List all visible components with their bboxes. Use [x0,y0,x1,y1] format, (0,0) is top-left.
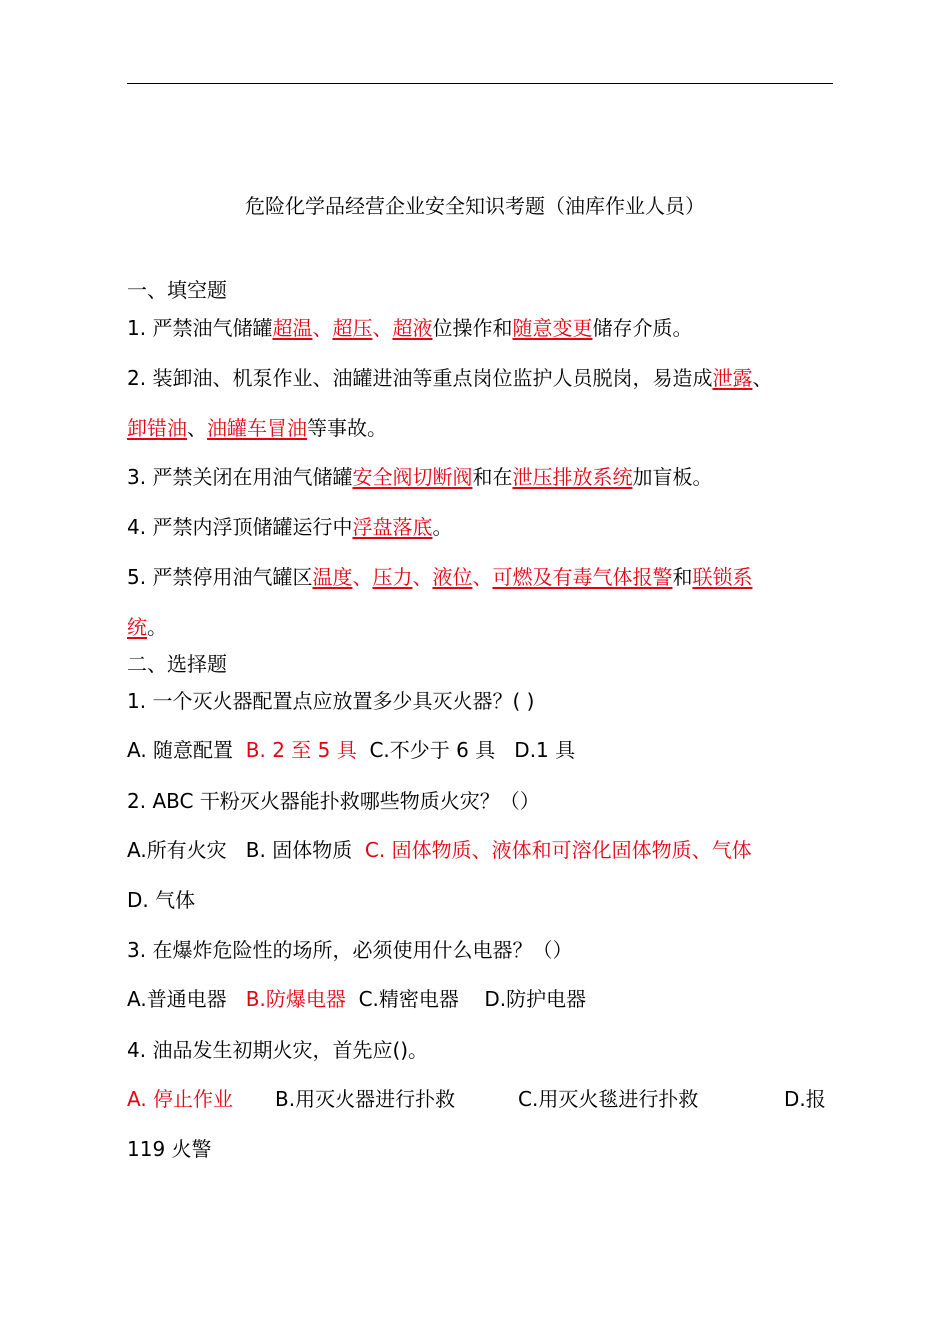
answer: 联锁系 [692,565,753,589]
answer: 泄露 [712,366,753,390]
option-c: C.精密电器 [358,987,459,1011]
answer: 安全阀切断阀 [352,465,473,489]
answer: 随意变更 [512,316,593,340]
header-rule [127,83,833,84]
page-title: 危险化学品经营企业安全知识考题（油库作业人员） [245,194,705,218]
fill-q2-cont: 卸错油、油罐车冒油等事故。 [127,416,387,440]
option-a-answer: A. 停止作业 [127,1087,234,1111]
section1-heading: 一、填空题 [127,278,227,302]
option-c-answer: C. 固体物质、液体和可溶化固体物质、气体 [364,838,752,862]
answer: 压力 [372,565,413,589]
option-b: B.用灭火器进行扑救 [275,1087,456,1111]
choice-q3-options [127,985,586,1013]
answer: 卸错油 [127,416,187,440]
answer: 泄压排放系统 [512,465,633,489]
choice-q2-options [127,836,752,864]
option-a: A.普通电器 [127,987,227,1011]
answer: 浮盘落底 [352,515,433,539]
answer: 超液 [392,316,433,340]
option-d: D.防护电器 [484,987,587,1011]
choice-q4: 4. 油品发生初期火灾，首先应()。 [127,1038,429,1062]
answer: 油罐车冒油 [207,416,307,440]
choice-q4-options [127,1085,833,1113]
option-a: A. 随意配置 [127,738,234,762]
answer: 可燃及有毒气体报警 [492,565,673,589]
fill-q3: 3. 严禁关闭在用油气储罐安全阀切断阀和在泄压排放系统加盲板。 [127,465,713,489]
fill-q5-cont: 统。 [127,615,167,639]
fill-q2: 2. 装卸油、机泵作业、油罐进油等重点岗位监护人员脱岗，易造成泄露、 [127,366,773,390]
option-b-answer: B. 2 至 5 具 [245,738,357,762]
option-d: D.1 具 [514,738,576,762]
choice-q3: 3. 在爆炸危险性的场所，必须使用什么电器？（） [127,938,573,962]
option-c: C.用灭火毯进行扑救 [518,1087,699,1111]
choice-q1-options [127,736,575,764]
answer: 统 [127,615,147,639]
option-b-answer: B.防爆电器 [245,987,346,1011]
option-d: D.报 [784,1087,826,1111]
option-b: B. 固体物质 [245,838,353,862]
choice-q1: 1. 一个灭火器配置点应放置多少具灭火器？( ) [127,689,535,713]
answer: 超温 [272,316,313,340]
choice-q4-option-d-cont: 119 火警 [127,1137,212,1161]
fill-q1: 1. 严禁油气储罐超温、超压、超液位操作和随意变更储存介质。 [127,316,693,340]
option-c: C.不少于 6 具 [369,738,496,762]
choice-q2: 2. ABC 干粉灭火器能扑救哪些物质火灾？（） [127,789,540,813]
answer: 液位 [432,565,473,589]
option-a: A.所有火灾 [127,838,227,862]
answer: 温度 [312,565,353,589]
choice-q2-option-d: D. 气体 [127,888,196,912]
answer: 超压 [332,316,373,340]
fill-q4: 4. 严禁内浮顶储罐运行中浮盘落底。 [127,515,453,539]
section2-heading: 二、选择题 [127,652,227,676]
fill-q5: 5. 严禁停用油气罐区温度、压力、液位、可燃及有毒气体报警和联锁系 [127,565,753,589]
